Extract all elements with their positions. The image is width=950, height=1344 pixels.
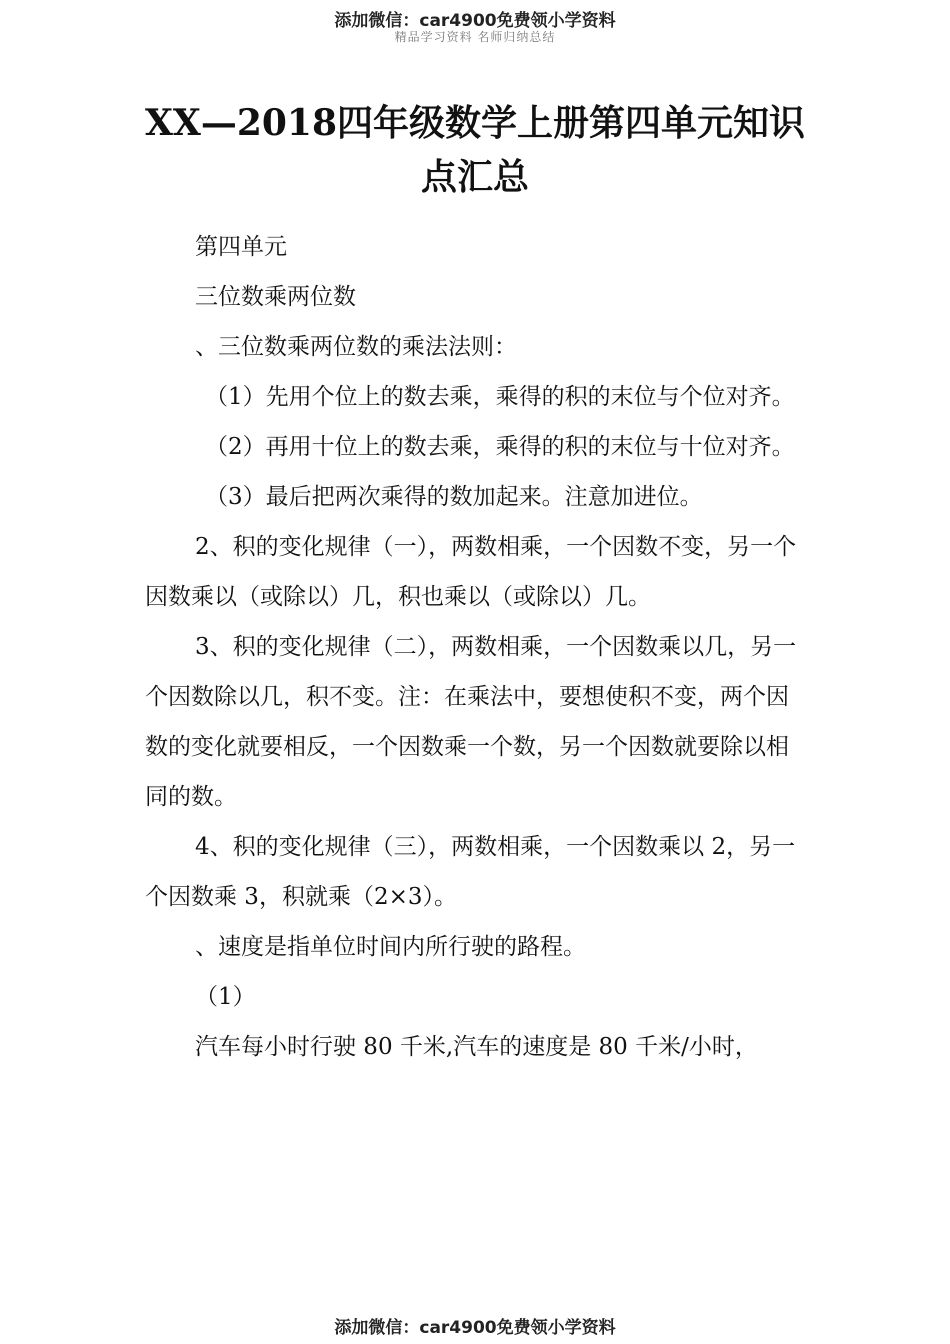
paragraph: 2、积的变化规律（一），两数相乘，一个因数不变，另一个因数乘以（或除以）几，积也乘以（或除以）几。 — [145, 534, 797, 610]
paragraph: 三位数乘两位数 — [195, 284, 356, 310]
paragraph: 汽车每小时行驶 80 千米,汽车的速度是 80 千米/小时， — [195, 1034, 758, 1060]
paragraph: （1）先用个位上的数去乘，乘得的积的末位与个位对齐。 — [205, 384, 795, 410]
paragraph: （3）最后把两次乘得的数加起来。注意加进位。 — [205, 484, 703, 510]
paragraph: 、三位数乘两位数的乘法法则： — [195, 334, 517, 360]
watermark-bottom: 添加微信：car4900免费领小学资料 — [334, 1318, 616, 1338]
paragraph: （2）再用十位上的数去乘，乘得的积的末位与十位对齐。 — [205, 434, 795, 460]
paragraph: 4、积的变化规律（三），两数相乘，一个因数乘以 2，另一个因数乘 3，积就乘（2×3）。 — [145, 834, 796, 910]
document-body — [145, 222, 807, 1072]
document-title: XX—2018四年级数学上册第四单元知识点汇总 — [144, 102, 806, 198]
paragraph: 第四单元 — [195, 234, 287, 260]
page-header: 精品学习资料 名师归纳总结 — [394, 30, 556, 44]
paragraph: （1） — [195, 984, 256, 1010]
paragraph: 3、积的变化规律（二），两数相乘，一个因数乘以几，另一个因数除以几，积不变。注：在乘法中，要想使积不变，两个因数的变化就要相反，一个因数乘一个数，另一个因数就要除以相同的数。 — [145, 634, 797, 810]
watermark-top: 添加微信：car4900免费领小学资料 — [334, 11, 616, 31]
paragraph: 、速度是指单位时间内所行驶的路程。 — [195, 934, 586, 960]
